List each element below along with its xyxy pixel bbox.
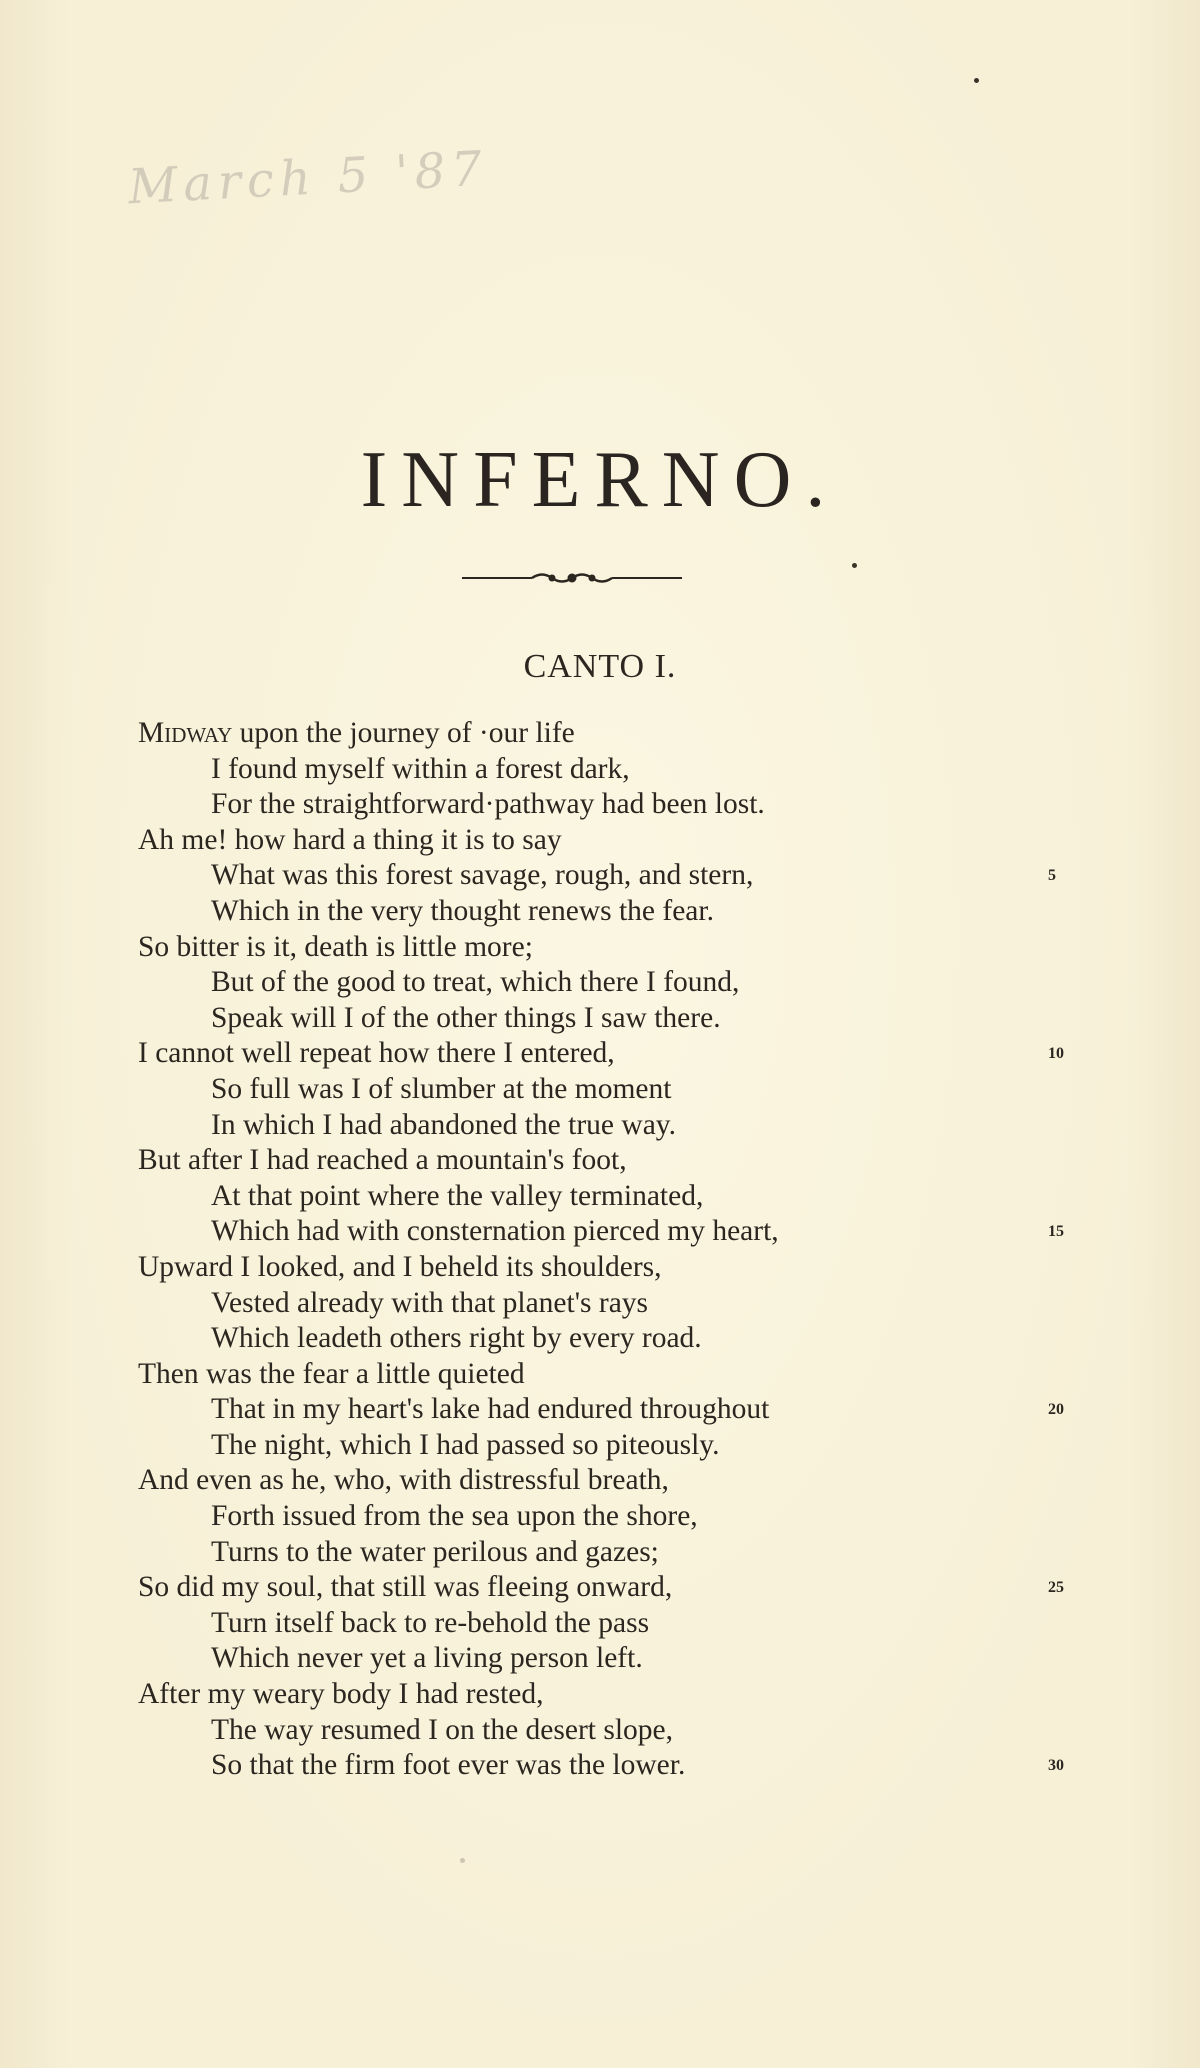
poem-line <box>138 716 958 752</box>
poem-line: But of the good to treat, which there I found, <box>211 966 740 999</box>
paper-speck <box>460 1858 465 1863</box>
poem-line: So did my soul, that still was fleeing onward, <box>138 1571 673 1604</box>
line-number: 25 <box>1048 1579 1064 1597</box>
ornament-divider <box>462 568 682 588</box>
poem-line: And even as he, who, with distressful breath, <box>138 1464 669 1497</box>
poem-line: Which had with consternation pierced my heart, <box>211 1215 779 1248</box>
canto-heading: CANTO I. <box>523 648 677 685</box>
line-number: 15 <box>1048 1223 1064 1241</box>
poem-line: I found myself within a forest dark, <box>211 752 630 785</box>
poem-line: Which leadeth others right by every road. <box>211 1322 702 1355</box>
poem-line: Turns to the water perilous and gazes; <box>211 1535 659 1568</box>
line-number: 10 <box>1048 1045 1064 1063</box>
line-number: 5 <box>1048 867 1056 885</box>
poem-text <box>138 716 958 1784</box>
first-line-rest: upon the journey of ·our life <box>232 717 575 749</box>
poem-line: Upward I looked, and I beheld its shoulders, <box>138 1250 662 1283</box>
poem-line: After my weary body I had rested, <box>138 1678 544 1711</box>
poem-line: Then was the fear a little quieted <box>138 1357 525 1390</box>
poem-line: So full was I of slumber at the moment <box>211 1072 672 1105</box>
paper-speck <box>974 78 979 83</box>
poem-line: Which never yet a living person left. <box>211 1642 643 1675</box>
poem-line: But after I had reached a mountain's foot, <box>138 1144 627 1177</box>
poem-line: The night, which I had passed so piteously. <box>211 1428 720 1461</box>
poem-line: At that point where the valley terminated, <box>211 1179 704 1212</box>
poem-line: Speak will I of the other things I saw there. <box>211 1001 721 1034</box>
poem-line: Vested already with that planet's rays <box>211 1286 649 1319</box>
poem-line: In which I had abandoned the true way. <box>211 1108 676 1141</box>
line-number: 30 <box>1048 1757 1064 1775</box>
poem-line: Which in the very thought renews the fear. <box>211 894 714 927</box>
drop-word: Midway <box>138 717 233 749</box>
poem-line: Turn itself back to re-behold the pass <box>211 1606 650 1639</box>
poem-line: So bitter is it, death is little more; <box>138 930 533 963</box>
poem-line: That in my heart's lake had endured throughout <box>211 1393 770 1426</box>
poem-line: For the straightforward·pathway had been lost. <box>211 788 765 821</box>
poem-line: Ah me! how hard a thing it is to say <box>138 823 562 856</box>
poem-line: I cannot well repeat how there I entered, <box>138 1037 615 1070</box>
paper-speck <box>852 563 857 568</box>
poem-line: So that the firm foot ever was the lower. <box>211 1749 686 1782</box>
page-title: INFERNO. <box>360 436 840 524</box>
poem-line: The way resumed I on the desert slope, <box>211 1713 674 1746</box>
line-number: 20 <box>1048 1401 1064 1419</box>
poem-line: Forth issued from the sea upon the shore, <box>211 1500 698 1533</box>
poem-line: What was this forest savage, rough, and stern, <box>211 859 754 892</box>
handwritten-pencil-note: March 5 '87 <box>126 140 490 216</box>
